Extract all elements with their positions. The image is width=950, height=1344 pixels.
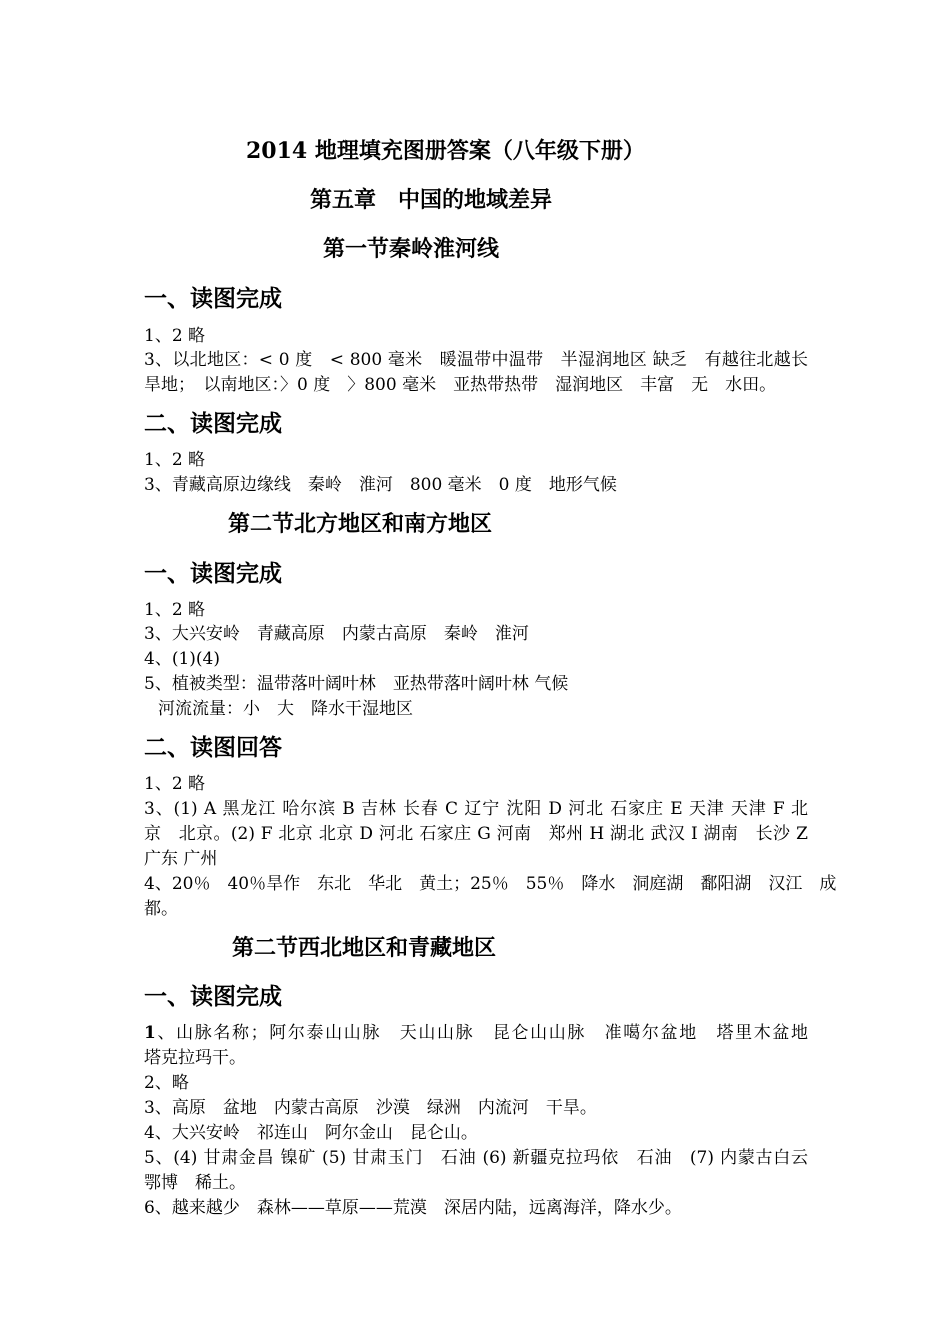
answer-line: 旱地； 以南地区：〉0 度 〉800 毫米 亚热带热带 湿润地区 丰富 无 水田。: [144, 375, 777, 395]
part-heading: 二、读图完成: [144, 410, 282, 437]
answer-line: 广东 广州: [144, 849, 218, 869]
item-text: 、山脉名称；阿尔泰山山脉 天山山脉 昆仑山山脉 准噶尔盆地 塔里木盆地: [155, 1023, 808, 1043]
section-title: 第一节秦岭淮河线: [323, 236, 500, 262]
item-number: 1: [144, 1023, 156, 1043]
part-heading: 一、读图完成: [144, 983, 282, 1010]
answer-line: 河流流量：小 大 降水干湿地区: [158, 699, 413, 719]
answer-line: 6、越来越少 森林——草原——荒漠 深居内陆，远离海洋，降水少。: [144, 1198, 682, 1218]
answer-line: 3、高原 盆地 内蒙古高原 沙漠 绿洲 内流河 干旱。: [144, 1098, 597, 1118]
answer-line: 鄂博 稀土。: [144, 1173, 246, 1193]
section-title: 第二节北方地区和南方地区: [228, 511, 493, 537]
answer-line: 3、青藏高原边缘线 秦岭 淮河 800 毫米 0 度 地形气候: [144, 475, 617, 495]
answer-line: 都。: [144, 899, 178, 919]
chapter-title: 第五章 中国的地域差异: [310, 187, 553, 213]
part-heading: 一、读图完成: [144, 285, 282, 312]
answer-line: 1、2 略: [144, 326, 206, 346]
part-heading: 二、读图回答: [144, 734, 282, 761]
answer-line: 3、(1) A 黑龙江 哈尔滨 B 吉林 长春 C 辽宁 沈阳 D 河北 石家庄 E 天津 天津 F 北: [144, 799, 808, 819]
answer-line: 5、植被类型：温带落叶阔叶林 亚热带落叶阔叶林 气候: [144, 674, 569, 694]
answer-line: 4、大兴安岭 祁连山 阿尔金山 昆仑山。: [144, 1123, 478, 1143]
section-title: 第二节西北地区和青藏地区: [232, 935, 497, 961]
answer-line: 2、略: [144, 1073, 189, 1093]
answer-line: 3、大兴安岭 青藏高原 内蒙古高原 秦岭 淮河: [144, 624, 529, 644]
answer-line: 4、20％ 40％旱作 东北 华北 黄土；25％ 55％ 降水 洞庭湖 鄱阳湖 汉江 成: [144, 874, 837, 894]
answer-line: 京 北京。(2) F 北京 北京 D 河北 石家庄 G 河南 郑州 H 湖北 武汉 I 湖南 长沙 Z: [144, 824, 808, 844]
answer-line: 1、2 略: [144, 774, 206, 794]
answer-line: 1、2 略: [144, 600, 206, 620]
answer-line: 塔克拉玛干。: [144, 1048, 246, 1068]
answer-line: [144, 1021, 808, 1045]
answer-line: 4、(1)(4): [144, 649, 220, 669]
answer-line: 5、(4) 甘肃金昌 镍矿 (5) 甘肃玉门 石油 (6) 新疆克拉玛依 石油 (7) 内蒙古白云: [144, 1148, 808, 1168]
document-title: 2014 地理填充图册答案（八年级下册）: [246, 138, 645, 164]
answer-line: 1、2 略: [144, 450, 206, 470]
part-heading: 一、读图完成: [144, 560, 282, 587]
answer-line: 3、以北地区：< 0 度 < 800 毫米 暖温带中温带 半湿润地区 缺乏 有越往北越长: [144, 350, 808, 370]
